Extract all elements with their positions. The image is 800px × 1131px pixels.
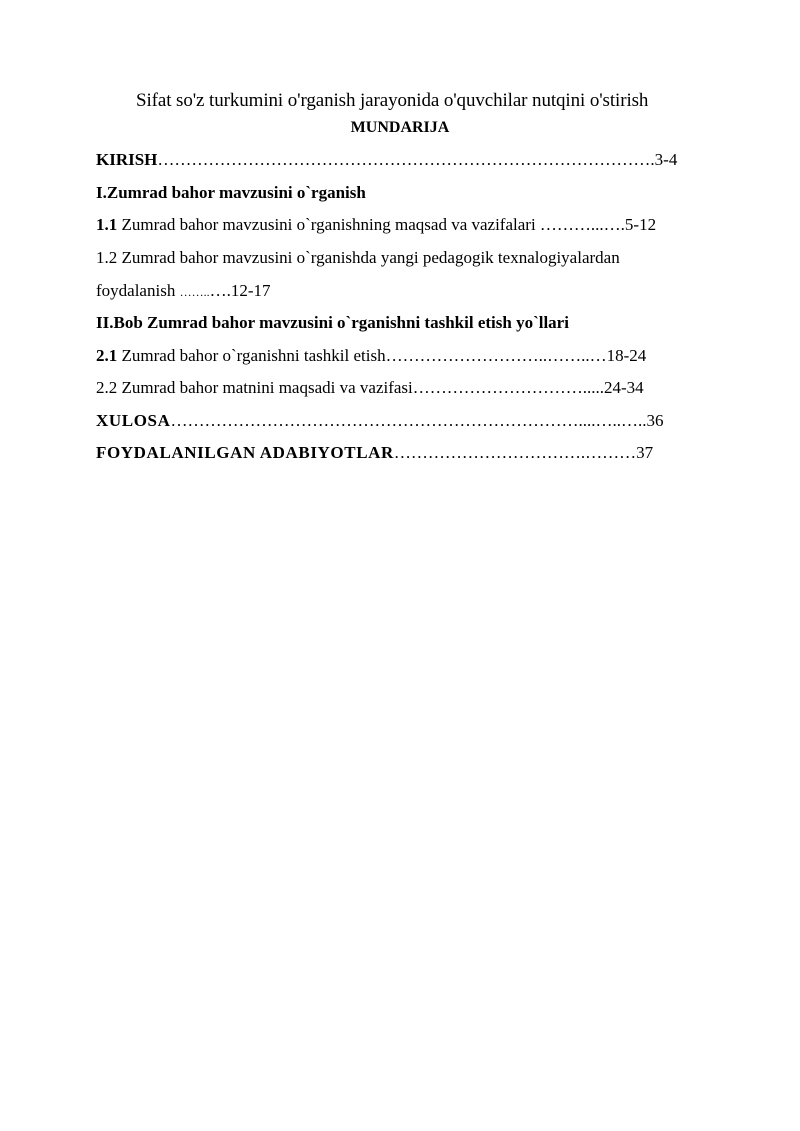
toc-1-2-text: foydalanish	[96, 281, 180, 300]
toc-entry-2-1	[96, 346, 646, 366]
toc-1-2-dots: ……..	[179, 285, 210, 299]
toc-chapter-2: II.Bob Zumrad bahor mavzusini o`rganishni tashkil etish yo`llari	[96, 313, 569, 332]
toc-kirish-dots: ……………………………………………………………………………	[157, 150, 651, 169]
document-subtitle: MUNDARIJA	[350, 119, 450, 136]
toc-entry-kirish	[96, 150, 677, 170]
toc-1-1-text: Zumrad bahor mavzusini o`rganishning maqsad va vazifalari ………...….5-12	[117, 215, 657, 234]
toc-kirish-label: KIRISH	[96, 150, 158, 169]
toc-1-1-number: 1.1	[96, 215, 118, 234]
toc-entry-xulosa	[96, 411, 663, 431]
toc-2-1-number: 2.1	[96, 346, 118, 365]
toc-kirish-pages: .3-4	[650, 150, 678, 169]
toc-xulosa-rest: ………………………………………………………………....…..…..36	[170, 411, 664, 430]
toc-entry-1-2-line2	[96, 281, 271, 301]
toc-adabiyotlar-label: FOYDALANILGAN ADABIYOTLAR	[96, 443, 394, 462]
toc-1-2-pages: ….12-17	[209, 281, 271, 300]
toc-xulosa-label: XULOSA	[96, 411, 171, 430]
toc-entry-2-2: 2.2 Zumrad bahor matnini maqsadi va vazifasi………………………….....24-34	[96, 378, 644, 397]
toc-entry-1-1	[96, 215, 656, 235]
toc-chapter-1: I.Zumrad bahor mavzusini o`rganish	[96, 183, 366, 202]
toc-entry-1-2-line1: 1.2 Zumrad bahor mavzusini o`rganishda yangi pedagogik texnalogiyalardan	[96, 248, 620, 267]
toc-entry-adabiyotlar	[96, 443, 653, 463]
document-title: Sifat so'z turkumini o'rganish jarayonida o'quvchilar nutqini o'stirish	[136, 90, 649, 111]
toc-adabiyotlar-rest: …………………………….………37	[393, 443, 654, 462]
toc-2-1-text: Zumrad bahor o`rganishni tashkil etish………………………..……..…18-24	[117, 346, 647, 365]
